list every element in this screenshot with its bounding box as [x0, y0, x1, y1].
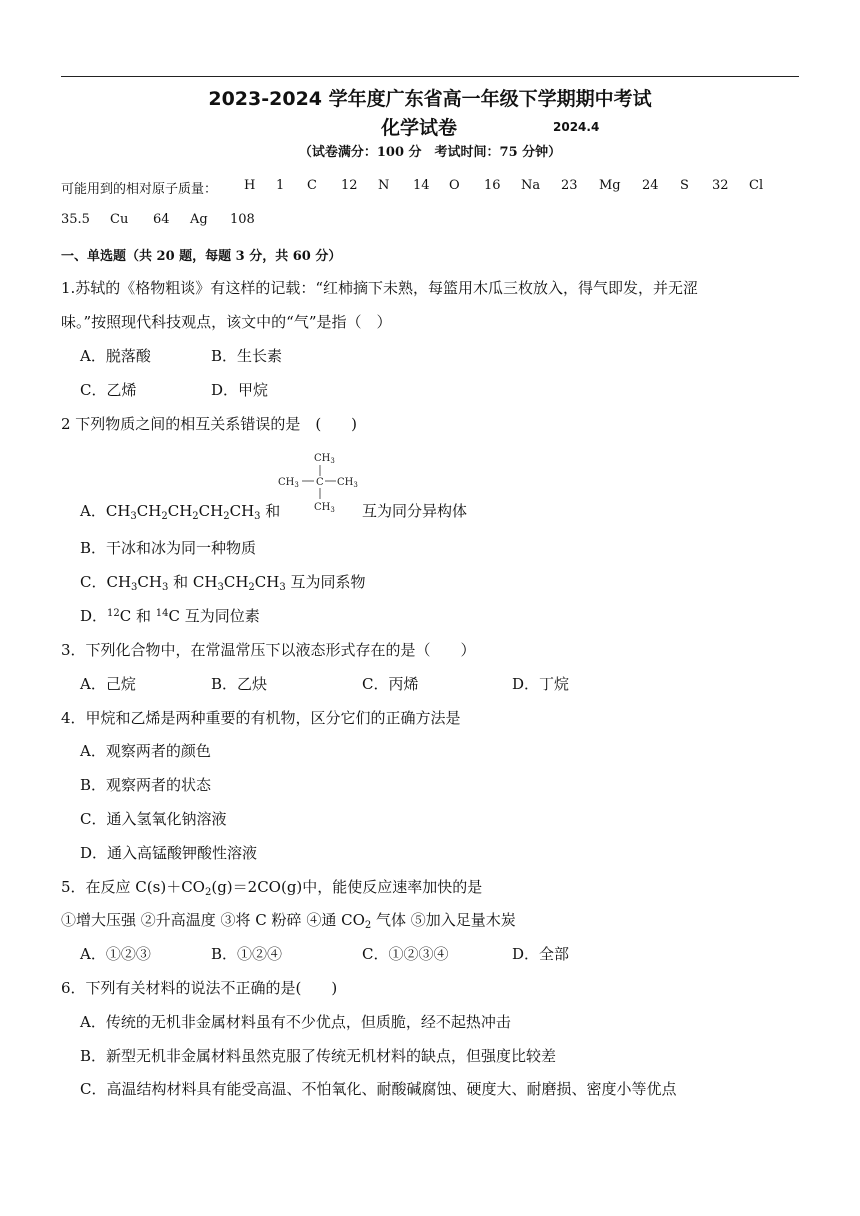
q2-option-a — [80, 500, 280, 522]
section-heading: 一、单选题（共 20 题，每题 3 分，共 60 分） — [61, 249, 342, 264]
struct-center-atom: C — [316, 477, 324, 488]
mass-symbol: C — [307, 178, 317, 193]
mass-value: 12 — [341, 178, 358, 193]
q1-stem-line1: 1.苏轼的《格物粗谈》有这样的记载：“红柿摘下未熟，每篮用木瓜三枚放入，得气即发，并无涩 — [61, 279, 698, 297]
element-symbol: C — [168, 607, 181, 625]
q4-stem: 4．甲烷和乙烯是两种重要的有机物，区分它们的正确方法是 — [61, 709, 461, 727]
q1-option-c: C．乙烯 — [80, 381, 137, 399]
mass-symbol: Na — [521, 178, 541, 193]
option-letter: C． — [80, 573, 107, 591]
mass-symbol: Ag — [190, 212, 208, 227]
pentane-formula: $CH_3CH_2CH_2CH_2CH_3$ — [105, 502, 261, 522]
q3-option-a: A．己烷 — [80, 675, 136, 693]
struct-left-group: $CH_3$ — [278, 477, 299, 489]
q6-option-b: B．新型无机非金属材料虽然克服了传统无机材料的缺点，但强度比较差 — [80, 1047, 557, 1065]
q5-option-b: B．①②④ — [211, 945, 283, 963]
q4-option-d: D．通入高锰酸钾酸性溶液 — [80, 844, 258, 862]
exam-date: 2024.4 — [553, 120, 600, 134]
conjunction: 和 — [131, 607, 156, 625]
masses-label: 可能用到的相对原子质量： — [61, 182, 218, 197]
q1-option-a: A．脱落酸 — [80, 347, 151, 365]
mass-value: 35.5 — [61, 212, 90, 227]
mass-symbol: H — [244, 178, 256, 193]
mass-symbol: S — [680, 178, 689, 193]
mass-value: 23 — [561, 178, 578, 193]
struct-bottom-group: $CH_3$ — [314, 502, 335, 514]
mass-value: 64 — [153, 212, 170, 227]
q5-option-c: C．①②③④ — [362, 945, 449, 963]
mass-symbol: N — [378, 178, 390, 193]
q5-option-a: A．①②③ — [80, 945, 151, 963]
mass-value: 1 — [276, 178, 285, 193]
mass-value: 14 — [413, 178, 430, 193]
ethane-formula: $CH_3CH_3$ — [106, 573, 169, 593]
q5-stem: 5．在反应 $C(s)+CO_2(g)=2CO(g)$中，能使反应速率加快的是 — [61, 878, 483, 898]
mass-number: 12 — [107, 608, 120, 619]
mass-symbol: Cu — [110, 212, 129, 227]
conjunction: 和 — [260, 502, 281, 520]
mass-value: 24 — [642, 178, 659, 193]
mass-number: 14 — [155, 608, 169, 619]
q5-option-d: D．全部 — [512, 945, 570, 963]
neopentane-structure — [276, 450, 364, 516]
mass-value: 32 — [712, 178, 729, 193]
option-letter: D． — [80, 607, 108, 625]
subject-title: 化学试卷 — [381, 117, 458, 139]
q5-conditions: ①增大压强 ②升高温度 ③将 C 粉碎 ④通 $CO_2$ 气体 ⑤加入足量木炭 — [61, 911, 516, 931]
q1-option-b: B．生长素 — [211, 347, 283, 365]
q6-option-c: C．高温结构材料具有能受高温、不怕氧化、耐酸碱腐蚀、硬度大、耐磨损、密度小等优点 — [80, 1080, 677, 1098]
mass-value: 16 — [484, 178, 501, 193]
q3-option-b: B．乙炔 — [211, 675, 268, 693]
exam-info: （试卷满分：100 分 考试时间：75 分钟） — [298, 145, 562, 160]
q1-stem-line2: 味。”按照现代科技观点，该文中的“气”是指（ ） — [61, 313, 392, 331]
atomic-masses-row2 — [0, 212, 860, 232]
q2-option-b: B．干冰和冰为同一种物质 — [80, 539, 257, 557]
q3-stem: 3．下列化合物中，在常温常压下以液态形式存在的是（ ） — [61, 641, 476, 659]
mass-value: 108 — [230, 212, 255, 227]
option-text: 互为同位素 — [180, 607, 260, 625]
atomic-masses — [0, 178, 860, 198]
q2-option-d — [80, 605, 260, 626]
header-rule — [61, 76, 799, 77]
q2-option-a-suffix: 互为同分异构体 — [362, 502, 468, 520]
struct-right-group: $CH_3$ — [337, 477, 358, 489]
q4-option-b: B．观察两者的状态 — [80, 776, 212, 794]
q6-stem: 6．下列有关材料的说法不正确的是( ) — [61, 979, 338, 997]
struct-top-group: $CH_3$ — [314, 453, 335, 465]
q3-option-c: C．丙烯 — [362, 675, 419, 693]
mass-symbol: Mg — [599, 178, 621, 193]
mass-symbol: Cl — [749, 178, 764, 193]
conjunction: 和 — [168, 573, 193, 591]
element-symbol: C — [119, 607, 132, 625]
q4-option-a: A．观察两者的颜色 — [80, 742, 211, 760]
mass-symbol: O — [449, 178, 460, 193]
q6-option-a: A．传统的无机非金属材料虽有不少优点，但质脆，经不起热冲击 — [80, 1013, 511, 1031]
q1-option-d: D．甲烷 — [211, 381, 269, 399]
propane-formula: $CH_3CH_2CH_3$ — [192, 573, 286, 593]
q2-stem: 2 下列物质之间的相互关系错误的是 ( ) — [61, 415, 358, 433]
option-text: 互为同系物 — [285, 573, 366, 591]
q4-option-c: C．通入氢氧化钠溶液 — [80, 810, 227, 828]
exam-title: 2023-2024 学年度广东省高一年级下学期期中考试 — [208, 88, 652, 110]
q2-option-c — [80, 571, 366, 593]
option-letter: A． — [80, 502, 106, 520]
q3-option-d: D．丁烷 — [512, 675, 570, 693]
